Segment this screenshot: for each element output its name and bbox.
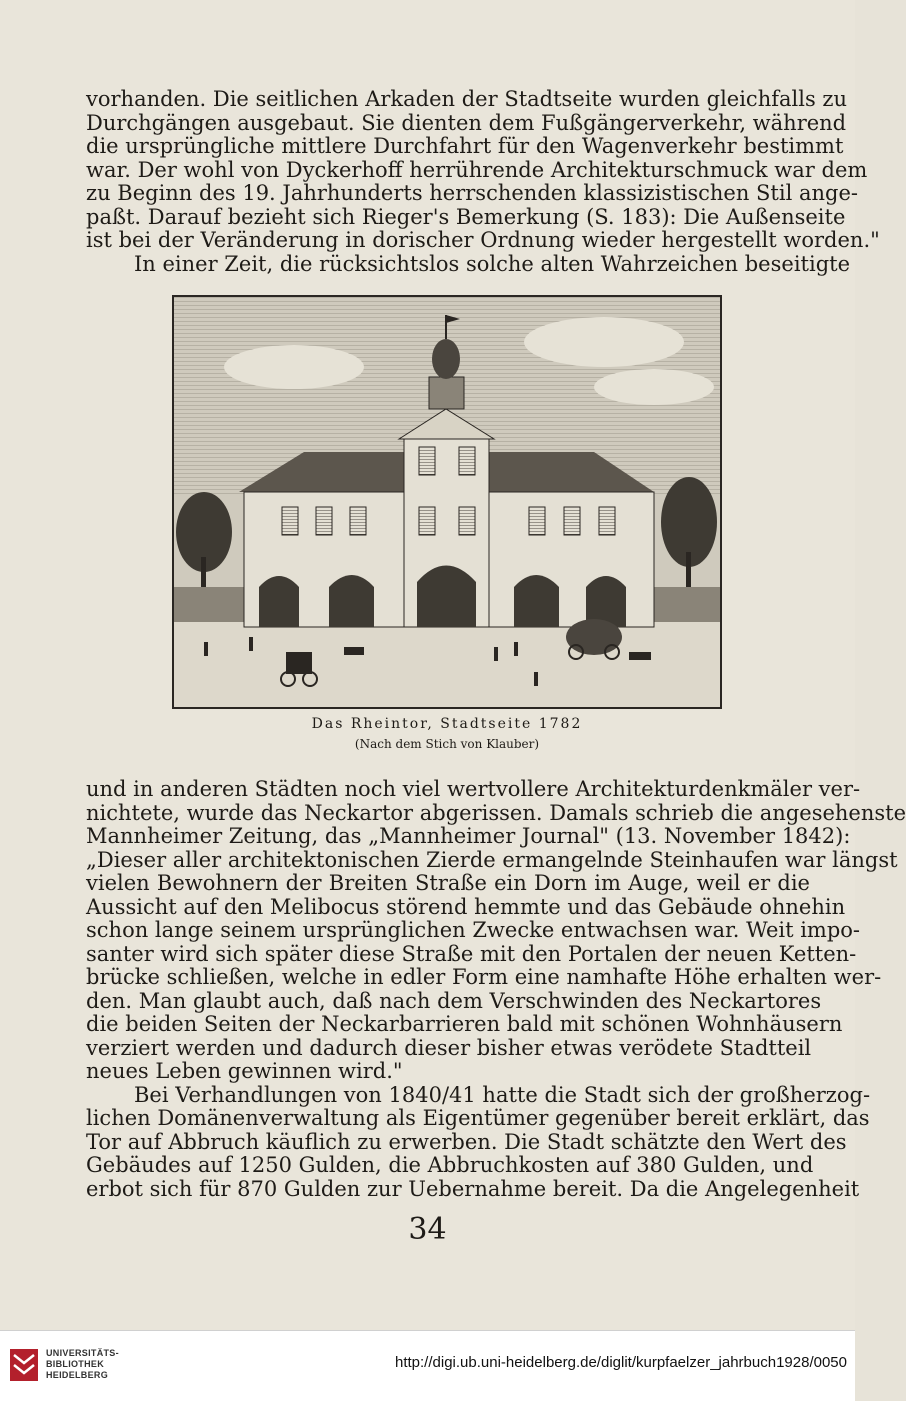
text-line: und in anderen Städten noch viel wertvollere Architekturdenkmäler ver-: [86, 777, 861, 801]
text-line: lichen Domänenverwaltung als Eigentümer gegenüber bereit erklärt, das: [86, 1106, 870, 1130]
text-line: In einer Zeit, die rücksichtslos solche alten Wahrzeichen beseitigte: [134, 251, 850, 276]
text-block-bottom: [86, 777, 906, 1201]
text-line: war. Der wohl von Dyckerhoff herrührende Architekturschmuck war dem: [86, 157, 868, 182]
figure-caption-title: Das Rheintor, Stadtseite 1782: [311, 716, 583, 732]
text-line: den. Man glaubt auch, daß nach dem Verschwinden des Neckartores: [86, 988, 822, 1013]
text-line: Bei Verhandlungen von 1840/41 hatte die Stadt sich der großherzog-: [134, 1082, 871, 1107]
text-line: nichtete, wurde das Neckartor abgerissen. Damals schrieb die angesehenste: [86, 800, 906, 825]
text-line: Durchgängen ausgebaut. Sie dienten dem Fußgängerverkehr, während: [86, 110, 847, 135]
text-block-top: [86, 87, 880, 276]
source-url-link[interactable]: http://digi.ub.uni-heidelberg.de/diglit/kurpfaelzer_jahrbuch1928/0050: [395, 1354, 847, 1371]
text-line: Gebäudes auf 1250 Gulden, die Abbruchkosten auf 380 Gulden, und: [86, 1153, 814, 1177]
figure-caption-source: (Nach dem Stich von Klauber): [354, 737, 540, 751]
text-line: neues Leben gewinnen wird.": [86, 1059, 403, 1083]
text-line: ist bei der Veränderung in dorischer Ordnung wieder hergestellt worden.": [86, 228, 880, 252]
text-line: Mannheimer Zeitung, das „Mannheimer Journal" (13. November 1842):: [86, 824, 851, 848]
text-line: santer wird sich später diese Straße mit den Portalen der neuen Ketten-: [86, 941, 857, 966]
text-line: die ursprüngliche mittlere Durchfahrt für den Wagenverkehr bestimmt: [86, 134, 844, 158]
logo-line: UNIVERSITÄTS-: [46, 1348, 119, 1358]
engraving-figure: [172, 295, 722, 709]
text-line: vielen Bewohnern der Breiten Straße ein Dorn im Auge, weil er die: [86, 871, 810, 895]
digitization-footer: [0, 1330, 855, 1401]
text-line: die beiden Seiten der Neckarbarrieren bald mit schönen Wohnhäusern: [86, 1012, 843, 1036]
text-line: „Dieser aller architektonischen Zierde ermangelnde Steinhaufen war längst: [86, 847, 898, 872]
text-line: vorhanden. Die seitlichen Arkaden der Stadtseite wurden gleichfalls zu: [86, 87, 847, 111]
text-line: Tor auf Abbruch käuflich zu erwerben. Die Stadt schätzte den Wert des: [86, 1129, 847, 1154]
text-line: zu Beginn des 19. Jahrhunderts herrschenden klassizistischen Stil ange-: [86, 181, 858, 205]
text-line: verziert werden und dadurch dieser bisher etwas verödete Stadtteil: [86, 1035, 812, 1060]
logo-line: BIBLIOTHEK: [46, 1359, 104, 1369]
text-line: paßt. Darauf bezieht sich Rieger's Bemerkung (S. 183): Die Außenseite: [86, 204, 846, 229]
text-line: erbot sich für 870 Gulden zur Uebernahme bereit. Da die Angelegenheit: [86, 1176, 860, 1201]
rheintor-engraving-illustration: [174, 297, 720, 707]
page-number: 34: [408, 1212, 447, 1247]
library-logo-icon: [8, 1345, 40, 1385]
library-logo-text: [46, 1348, 119, 1381]
text-line: Aussicht auf den Melibocus störend hemmte und das Gebäude ohnehin: [86, 894, 846, 919]
text-line: schon lange seinem ursprünglichen Zwecke entwachsen war. Weit impo-: [86, 918, 861, 942]
text-line: brücke schließen, welche in edler Form eine namhafte Höhe erhalten wer-: [86, 965, 882, 989]
logo-line: HEIDELBERG: [46, 1370, 109, 1380]
